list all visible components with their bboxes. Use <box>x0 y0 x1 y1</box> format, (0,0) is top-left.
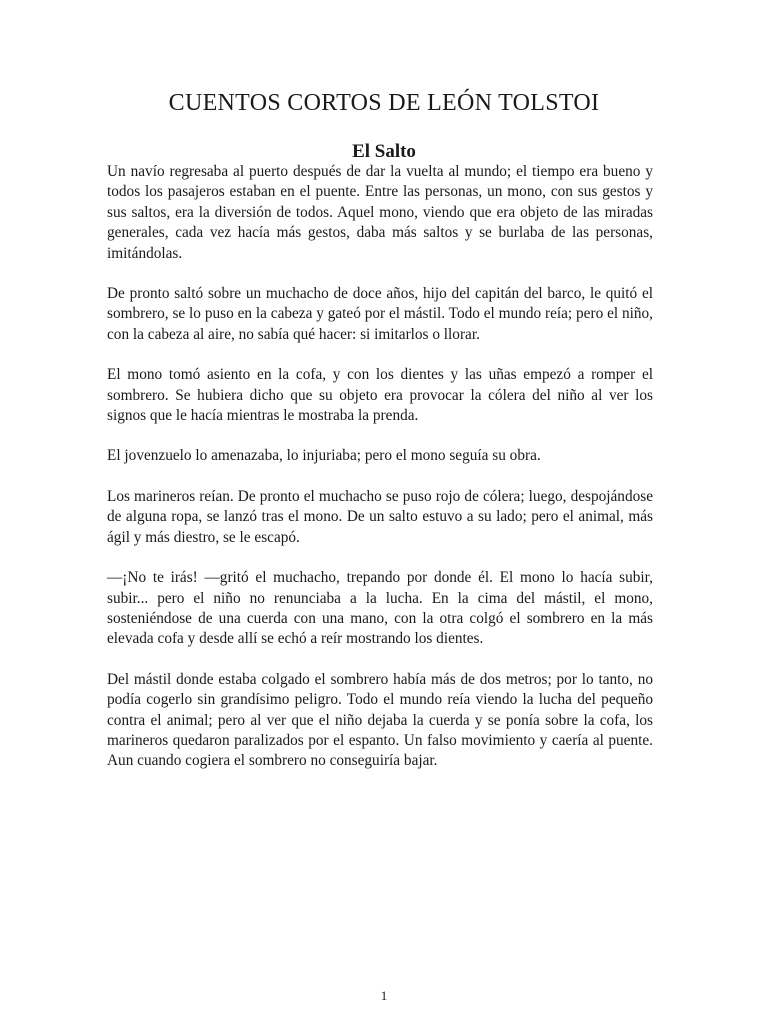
paragraph: El mono tomó asiento en la cofa, y con los dientes y las uñas empezó a romper el sombrero. Se hubiera dicho que su objeto era provocar la cólera del niño al ver los signos que le hacía mientras le mostraba la prenda. <box>107 366 653 425</box>
paragraph: Los marineros reían. De pronto el muchacho se puso rojo de cólera; luego, despojándose de alguna ropa, se lanzó tras el mono. De un salto estuvo a su lado; pero el animal, más ágil y más diestro, se le escapó. <box>107 487 653 546</box>
paragraph: Del mástil donde estaba colgado el sombrero había más de dos metros; por lo tanto, no podía cogerlo sin grandísimo peligro. Todo el mundo reía viendo la lucha del pequeño contra el animal; pero al ver que el niño dejaba la cuerda y se ponía sobre la cofa, los marineros quedaron paralizados por el espanto. Un falso movimiento y caería al puente. Aun cuando cogiera el sombrero no conseguiría bajar. <box>107 670 653 770</box>
page-number: 1 <box>380 988 388 1003</box>
paragraph: —¡No te irás! —gritó el muchacho, trepando por donde él. El mono lo hacía subir, subir... pero el niño no renunciaba a la lucha. En la cima del mástil, el mono, sosteniéndose de una cuerda con una mano, con la otra colgó el sombrero en la más elevada cofa y desde allí se echó a reír mostrando los dientes. <box>107 569 653 648</box>
paragraph: Un navío regresaba al puerto después de dar la vuelta al mundo; el tiempo era bueno y todos los pasajeros estaban en el puente. Entre las personas, un mono, con sus gestos y sus saltos, era la diversión de todos. Aquel mono, viendo que era objeto de las miradas generales, cada vez hacía más gestos, daba más saltos y se burlaba de las personas, imitándolas. <box>107 163 653 262</box>
document-title: CUENTOS CORTOS DE LEÓN TOLSTOI <box>168 90 600 116</box>
story-title: El Salto <box>352 141 416 162</box>
paragraph: El jovenzuelo lo amenazaba, lo injuriaba; pero el mono seguía su obra. <box>107 447 541 465</box>
paragraph: De pronto saltó sobre un muchacho de doce años, hijo del capitán del barco, le quitó el sombrero, se lo puso en la cabeza y gateó por el mástil. Todo el mundo reía; pero el niño, con la cabeza al aire, no sabía qué hacer: si imitarlos o llorar. <box>107 285 653 343</box>
story-body <box>107 162 653 792</box>
